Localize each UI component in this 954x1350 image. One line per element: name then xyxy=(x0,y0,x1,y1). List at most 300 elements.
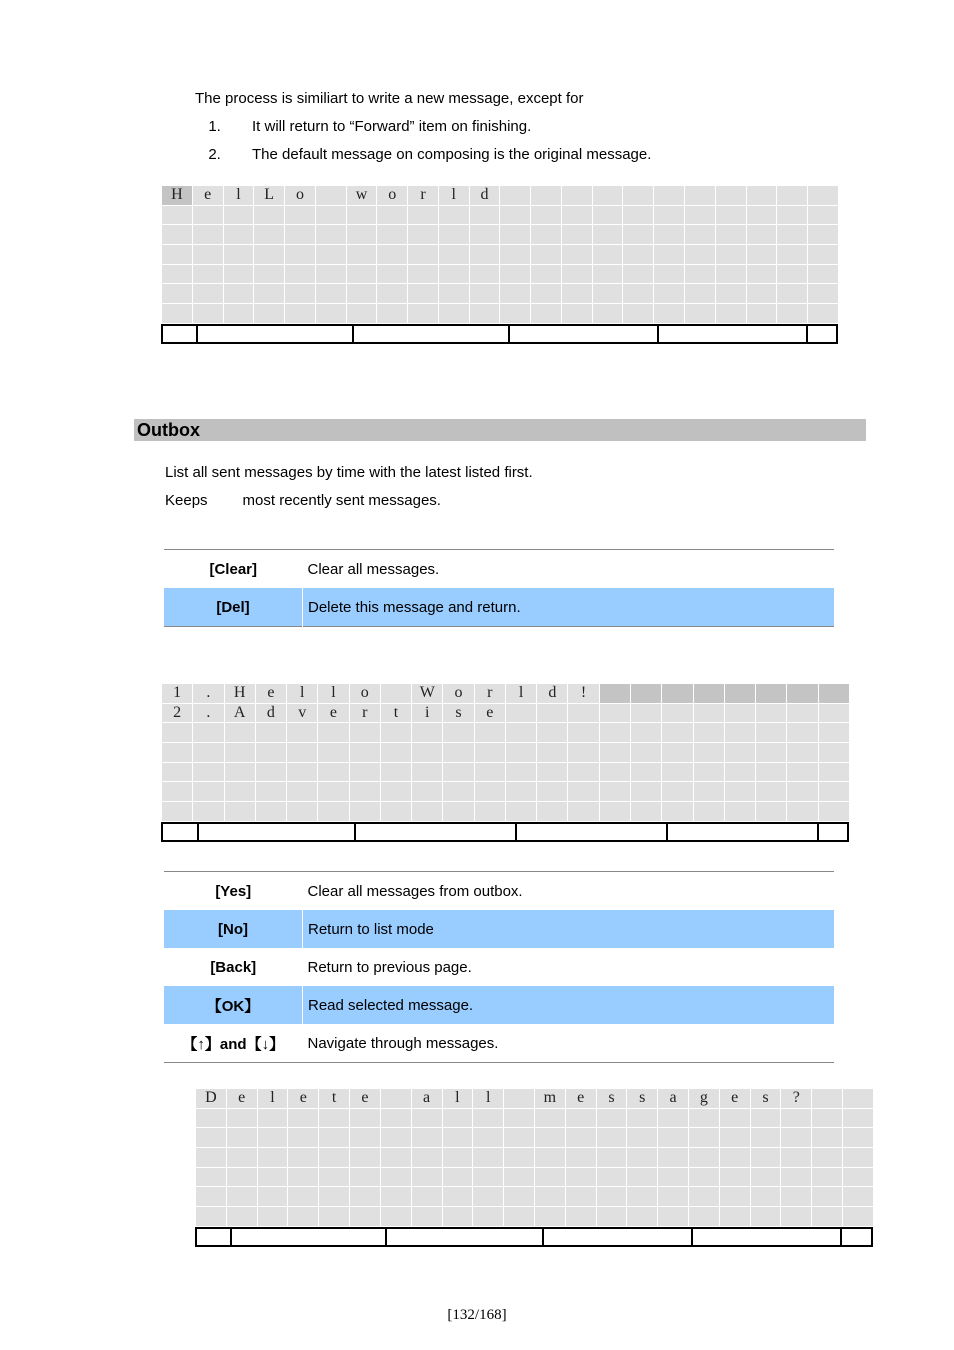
lcd-cell xyxy=(750,1167,781,1187)
lcd-cell xyxy=(162,205,193,225)
lcd-row xyxy=(162,802,850,822)
lcd-cell xyxy=(350,1187,381,1207)
lcd-cell xyxy=(750,1128,781,1148)
lcd-cell xyxy=(843,1207,874,1227)
lcd-cell xyxy=(561,225,592,245)
lcd-cell xyxy=(812,1108,843,1128)
lcd-cell xyxy=(623,264,654,284)
lcd-cell xyxy=(223,205,254,225)
lcd-cell xyxy=(623,186,654,206)
lcd-cell xyxy=(349,802,380,822)
lcd-cell xyxy=(627,1108,658,1128)
lcd-cell xyxy=(808,304,839,324)
lcd-cell xyxy=(715,205,746,225)
lcd-cell: a xyxy=(411,1089,442,1109)
lcd-cell xyxy=(473,1187,504,1207)
lcd-cell xyxy=(777,284,808,304)
lcd-cell xyxy=(596,1148,627,1168)
lcd-cell xyxy=(315,264,346,284)
lcd-cell xyxy=(685,264,716,284)
lcd-cell xyxy=(599,743,630,763)
lcd-cell xyxy=(654,284,685,304)
lcd-cell xyxy=(505,762,536,782)
lcd-cell xyxy=(719,1207,750,1227)
lcd-cell xyxy=(346,284,377,304)
lcd-row xyxy=(196,1089,874,1109)
lcd-cell xyxy=(787,723,818,743)
lcd-cell: l xyxy=(257,1089,288,1109)
lcd-cell xyxy=(254,205,285,225)
lcd-cell: w xyxy=(346,186,377,206)
lcd-cell xyxy=(537,743,568,763)
list-item: 1. It will return to “Forward” item on finishing. xyxy=(225,118,651,136)
lcd-cell xyxy=(474,782,505,802)
lcd-cell: e xyxy=(255,684,286,704)
lcd-cell xyxy=(781,1167,812,1187)
lcd-cell: 2 xyxy=(162,703,193,723)
lcd-cell xyxy=(750,1207,781,1227)
lcd-cell xyxy=(531,186,562,206)
lcd-cell xyxy=(226,1187,257,1207)
lcd-cell xyxy=(287,723,318,743)
lcd-cell xyxy=(226,1108,257,1128)
lcd-row xyxy=(162,304,839,324)
lcd-row xyxy=(196,1128,874,1148)
lcd-cell xyxy=(257,1148,288,1168)
table-row xyxy=(164,948,834,986)
page-number: [132/168] xyxy=(447,1307,507,1323)
lcd-cell: L xyxy=(254,186,285,206)
lcd-cell xyxy=(223,264,254,284)
lcd-cell xyxy=(662,743,693,763)
lcd-cell: l xyxy=(473,1089,504,1109)
lcd-cell: d xyxy=(537,684,568,704)
lcd-cell xyxy=(380,762,411,782)
lcd-cell xyxy=(777,304,808,324)
lcd-cell xyxy=(843,1128,874,1148)
lcd-cell xyxy=(500,284,531,304)
softkey-bar xyxy=(161,324,838,344)
lcd-cell: r xyxy=(408,186,439,206)
lcd-cell xyxy=(534,1207,565,1227)
lcd-cell xyxy=(408,225,439,245)
lcd-cell: o xyxy=(349,684,380,704)
lcd-cell xyxy=(196,1128,227,1148)
lcd-cell xyxy=(196,1167,227,1187)
lcd-cell xyxy=(756,802,787,822)
lcd-cell: . xyxy=(193,703,224,723)
lcd-cell xyxy=(746,225,777,245)
lcd-cell xyxy=(715,284,746,304)
lcd-cell xyxy=(469,225,500,245)
lcd-cell xyxy=(808,186,839,206)
lcd-cell xyxy=(162,264,193,284)
lcd-cell xyxy=(654,264,685,284)
lcd-cell xyxy=(568,802,599,822)
lcd-cell xyxy=(596,1207,627,1227)
lcd-cell xyxy=(504,1167,535,1187)
lcd-cell xyxy=(756,743,787,763)
lcd-cell xyxy=(719,1167,750,1187)
lcd-cell xyxy=(500,304,531,324)
lcd-cell xyxy=(162,304,193,324)
lcd-cell xyxy=(196,1148,227,1168)
lcd-cell: H xyxy=(162,186,193,206)
lcd-cell xyxy=(442,1148,473,1168)
lcd-cell xyxy=(685,186,716,206)
softkey-bar xyxy=(195,1227,873,1247)
key-description: Return to previous page. xyxy=(307,958,472,976)
lcd-cell xyxy=(254,284,285,304)
lcd-cell xyxy=(408,245,439,265)
lcd-cell xyxy=(224,762,255,782)
lcd-cell xyxy=(818,743,849,763)
key-label: [Clear] xyxy=(209,560,257,578)
lcd-cell xyxy=(350,1167,381,1187)
lcd-cell xyxy=(662,762,693,782)
lcd-cell xyxy=(777,225,808,245)
outbox-line-1: List all sent messages by time with the latest listed first. xyxy=(165,464,533,481)
table-row xyxy=(164,910,834,948)
lcd-cell xyxy=(781,1128,812,1148)
lcd-row xyxy=(162,205,839,225)
lcd-cell xyxy=(380,1108,411,1128)
lcd-cell: g xyxy=(689,1089,720,1109)
lcd-cell xyxy=(346,225,377,245)
lcd-cell xyxy=(787,684,818,704)
table-row xyxy=(164,986,834,1024)
lcd-cell xyxy=(196,1207,227,1227)
key-label: [No] xyxy=(164,910,303,948)
lcd-cell xyxy=(285,304,316,324)
lcd-cell xyxy=(724,743,755,763)
lcd-cell xyxy=(568,723,599,743)
lcd-cell xyxy=(500,264,531,284)
lcd-cell xyxy=(285,205,316,225)
lcd-cell xyxy=(812,1148,843,1168)
lcd-cell: v xyxy=(287,703,318,723)
section-heading xyxy=(134,419,866,441)
lcd-cell xyxy=(537,723,568,743)
lcd-cell xyxy=(257,1128,288,1148)
lcd-cell xyxy=(318,782,349,802)
lcd-cell xyxy=(818,802,849,822)
table-row xyxy=(164,588,834,627)
lcd-cell xyxy=(285,264,316,284)
lcd-cell xyxy=(505,802,536,822)
lcd-cell xyxy=(565,1207,596,1227)
lcd-cell: o xyxy=(285,186,316,206)
lcd-cell xyxy=(473,1128,504,1148)
lcd-cell xyxy=(693,762,724,782)
lcd-cell xyxy=(534,1108,565,1128)
lcd-cell xyxy=(193,743,224,763)
softkey-slot xyxy=(199,824,356,840)
lcd-cell xyxy=(505,743,536,763)
lcd-cell xyxy=(287,782,318,802)
list-item: 2. The default message on composing is the original message. xyxy=(225,146,651,164)
lcd-cell xyxy=(162,762,193,782)
lcd-cell xyxy=(658,1148,689,1168)
lcd-cell xyxy=(777,205,808,225)
lcd-cell xyxy=(500,186,531,206)
lcd-cell xyxy=(599,782,630,802)
softkey-slot xyxy=(197,1229,232,1245)
lcd-cell xyxy=(630,743,661,763)
lcd-cell: l xyxy=(438,186,469,206)
lcd-row xyxy=(196,1167,874,1187)
lcd-cell xyxy=(596,1108,627,1128)
lcd-cell: . xyxy=(193,684,224,704)
lcd-cell xyxy=(380,743,411,763)
softkey-slot xyxy=(510,326,659,342)
lcd-cell xyxy=(685,284,716,304)
lcd-cell xyxy=(443,762,474,782)
lcd-row xyxy=(162,264,839,284)
lcd-cell xyxy=(318,743,349,763)
lcd-cell xyxy=(287,762,318,782)
lcd-cell xyxy=(408,284,439,304)
keeps-label: Keeps xyxy=(165,492,208,509)
lcd-cell xyxy=(531,264,562,284)
lcd-cell xyxy=(746,245,777,265)
lcd-cell xyxy=(746,205,777,225)
softkey-slot xyxy=(808,326,836,342)
lcd-cell xyxy=(443,782,474,802)
lcd-cell xyxy=(350,1148,381,1168)
lcd-cell xyxy=(812,1089,843,1109)
lcd-cell xyxy=(504,1089,535,1109)
lcd-cell xyxy=(346,205,377,225)
lcd-cell xyxy=(818,762,849,782)
lcd-cell xyxy=(473,1108,504,1128)
lcd-cell xyxy=(662,703,693,723)
lcd-cell xyxy=(812,1207,843,1227)
lcd-cell xyxy=(315,304,346,324)
lcd-cell xyxy=(380,1187,411,1207)
lcd-cell: e xyxy=(474,703,505,723)
lcd-cell xyxy=(599,802,630,822)
lcd-cell xyxy=(349,762,380,782)
lcd-cell xyxy=(689,1207,720,1227)
lcd-cell xyxy=(715,245,746,265)
lcd-cell: s xyxy=(596,1089,627,1109)
lcd-cell xyxy=(592,205,623,225)
lcd-cell xyxy=(346,264,377,284)
lcd-cell xyxy=(377,284,408,304)
lcd-cell xyxy=(596,1187,627,1207)
lcd-cell xyxy=(255,762,286,782)
key-description: Clear all messages from outbox. xyxy=(307,882,523,900)
lcd-cell xyxy=(777,186,808,206)
lcd-cell xyxy=(756,762,787,782)
lcd-cell xyxy=(223,245,254,265)
lcd-cell xyxy=(346,245,377,265)
lcd-cell xyxy=(719,1187,750,1207)
lcd-cell xyxy=(473,1148,504,1168)
lcd-cell xyxy=(565,1187,596,1207)
section-title: Outbox xyxy=(137,420,200,440)
key-description: Return to list mode xyxy=(303,910,835,948)
lcd-cell xyxy=(377,225,408,245)
lcd-cell xyxy=(843,1167,874,1187)
lcd-cell xyxy=(623,304,654,324)
lcd-cell xyxy=(724,723,755,743)
lcd-cell xyxy=(658,1128,689,1148)
lcd-cell xyxy=(319,1148,350,1168)
lcd-cell xyxy=(412,723,443,743)
lcd-cell xyxy=(777,264,808,284)
lcd-cell xyxy=(627,1207,658,1227)
lcd-cell xyxy=(724,684,755,704)
lcd-cell xyxy=(162,225,193,245)
lcd-cell xyxy=(565,1128,596,1148)
lcd-cell xyxy=(224,743,255,763)
lcd-cell xyxy=(319,1167,350,1187)
softkey-slot xyxy=(232,1229,387,1245)
lcd-cell xyxy=(531,284,562,304)
lcd-cell xyxy=(193,802,224,822)
lcd-cell xyxy=(442,1108,473,1128)
lcd-cell xyxy=(689,1148,720,1168)
lcd-cell xyxy=(469,245,500,265)
lcd-cell xyxy=(537,703,568,723)
lcd-row xyxy=(162,703,850,723)
lcd-cell: s xyxy=(443,703,474,723)
lcd-cell xyxy=(630,723,661,743)
lcd-cell xyxy=(818,782,849,802)
lcd-cell xyxy=(812,1187,843,1207)
lcd-cell: l xyxy=(287,684,318,704)
lcd-cell xyxy=(808,225,839,245)
lcd-cell xyxy=(442,1128,473,1148)
lcd-row xyxy=(196,1187,874,1207)
lcd-cell xyxy=(818,684,849,704)
lcd-cell: e xyxy=(565,1089,596,1109)
lcd-cell xyxy=(537,802,568,822)
lcd-cell xyxy=(724,703,755,723)
lcd-cell xyxy=(568,782,599,802)
lcd-cell xyxy=(288,1108,319,1128)
lcd-cell xyxy=(599,703,630,723)
lcd-cell xyxy=(724,802,755,822)
lcd-cell: e xyxy=(288,1089,319,1109)
lcd-cell xyxy=(257,1187,288,1207)
lcd-cell xyxy=(654,205,685,225)
lcd-cell xyxy=(808,264,839,284)
lcd-cell xyxy=(315,225,346,245)
lcd-screen-delete-confirm xyxy=(195,1088,873,1247)
lcd-cell xyxy=(689,1187,720,1207)
lcd-cell: ! xyxy=(568,684,599,704)
lcd-cell xyxy=(469,264,500,284)
lcd-cell xyxy=(662,802,693,822)
lcd-cell xyxy=(818,723,849,743)
key-description: Read selected message. xyxy=(303,986,835,1024)
lcd-cell xyxy=(750,1148,781,1168)
key-label: [Back] xyxy=(210,958,257,976)
lcd-cell xyxy=(196,1187,227,1207)
lcd-cell xyxy=(568,762,599,782)
outbox-description xyxy=(165,464,533,520)
lcd-cell xyxy=(746,304,777,324)
lcd-cell xyxy=(408,304,439,324)
lcd-cell xyxy=(288,1207,319,1227)
lcd-cell xyxy=(623,245,654,265)
lcd-cell xyxy=(787,762,818,782)
lcd-cell xyxy=(255,802,286,822)
lcd-cell xyxy=(724,762,755,782)
lcd-cell xyxy=(630,762,661,782)
softkey-slot xyxy=(668,824,819,840)
softkey-slot xyxy=(517,824,668,840)
lcd-cell xyxy=(442,1187,473,1207)
lcd-cell xyxy=(438,205,469,225)
lcd-cell xyxy=(377,245,408,265)
key-description: Navigate through messages. xyxy=(307,1034,499,1052)
lcd-cell xyxy=(715,304,746,324)
lcd-cell xyxy=(746,284,777,304)
lcd-cell xyxy=(193,782,224,802)
lcd-cell: W xyxy=(412,684,443,704)
softkey-slot xyxy=(544,1229,693,1245)
key-table-list xyxy=(164,549,834,627)
lcd-cell xyxy=(443,802,474,822)
lcd-cell xyxy=(412,743,443,763)
lcd-cell xyxy=(442,1167,473,1187)
lcd-cell xyxy=(750,1108,781,1128)
key-description: Clear all messages. xyxy=(307,560,440,578)
lcd-cell xyxy=(787,802,818,822)
lcd-cell xyxy=(319,1187,350,1207)
lcd-cell xyxy=(287,802,318,822)
lcd-cell: s xyxy=(627,1089,658,1109)
lcd-cell xyxy=(193,723,224,743)
lcd-cell xyxy=(715,225,746,245)
lcd-cell xyxy=(662,782,693,802)
lcd-cell xyxy=(226,1148,257,1168)
lcd-cell xyxy=(561,205,592,225)
lcd-cell xyxy=(474,802,505,822)
lcd-cell xyxy=(658,1167,689,1187)
lcd-cell xyxy=(380,802,411,822)
lcd-cell xyxy=(781,1187,812,1207)
lcd-cell xyxy=(534,1187,565,1207)
lcd-cell xyxy=(693,802,724,822)
lcd-cell xyxy=(568,703,599,723)
softkey-slot xyxy=(693,1229,842,1245)
lcd-cell xyxy=(438,284,469,304)
lcd-cell xyxy=(654,225,685,245)
lcd-cell xyxy=(254,245,285,265)
lcd-cell xyxy=(318,762,349,782)
lcd-row xyxy=(162,762,850,782)
lcd-cell xyxy=(504,1207,535,1227)
lcd-cell xyxy=(599,684,630,704)
softkey-slot xyxy=(198,326,354,342)
lcd-cell xyxy=(380,1128,411,1148)
lcd-cell xyxy=(192,304,223,324)
lcd-cell xyxy=(223,304,254,324)
softkey-slot xyxy=(659,326,808,342)
lcd-cell xyxy=(255,782,286,802)
lcd-cell xyxy=(411,1148,442,1168)
lcd-cell xyxy=(561,264,592,284)
lcd-cell: e xyxy=(318,703,349,723)
lcd-cell xyxy=(505,782,536,802)
lcd-cell xyxy=(693,703,724,723)
lcd-cell xyxy=(438,225,469,245)
